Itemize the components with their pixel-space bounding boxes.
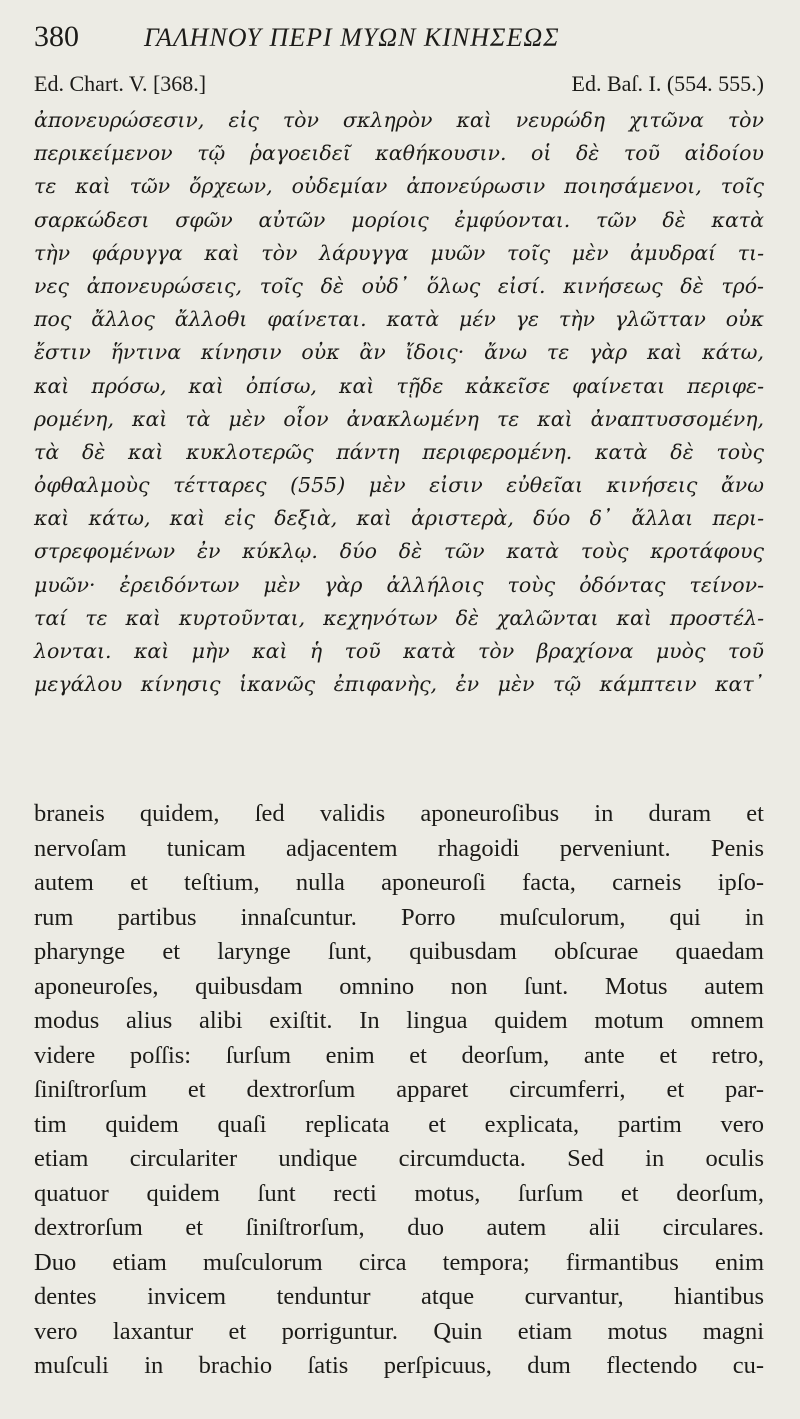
greek-text-line: σαρκώδεσι σφῶν αὐτῶν μορίοις ἐμφύονται. τῶν δὲ κατὰ (34, 207, 764, 232)
greek-text-line: μυῶν· ἐρειδόντων μὲν γὰρ ἀλλήλοις τοὺς ὀδόντας τείνον- (34, 572, 764, 597)
edition-references (34, 66, 764, 102)
greek-text-line: περικείμενον τῷ ῥαγοειδεῖ καθήκουσιν. οἱ δὲ τοῦ αἰδοίου (34, 141, 764, 166)
latin-text (34, 797, 764, 1384)
edition-right: Ed. Baſ. I. (554. 555.) (571, 71, 764, 96)
latin-text-line: etiam circulariter undique circumducta. Sed in oculis (34, 1145, 764, 1172)
greek-text-line: ὀφθαλμοὺς τέτταρες (555) μὲν εἰσιν εὐθεῖαι κινήσεις ἄνω (34, 473, 764, 498)
running-title: ΓΑΛΗΝΟΥ ΠΕΡΙ ΜΥΩΝ ΚΙΝΗΣΕΩΣ (144, 23, 560, 52)
latin-text-line: Duo etiam muſculorum circa tempora; firmantibus enim (34, 1248, 764, 1276)
greek-text-line: τὴν φάρυγγα καὶ τὸν λάρυγγα μυῶν τοῖς μὲν ἀμυδραί τι- (34, 240, 764, 265)
running-head (34, 20, 764, 66)
latin-text-line: tim quidem quaſi replicata et explicata, partim vero (34, 1110, 764, 1138)
greek-text-line: καὶ πρόσω, καὶ ὀπίσω, καὶ τῇδε κἀκεῖσε φαίνεται περιφε- (34, 373, 764, 398)
latin-text-line: pharynge et larynge ſunt, quibusdam obſcurae quaedam (34, 938, 764, 965)
greek-text-line: ἔστιν ἥντινα κίνησιν οὐκ ἂν ἴδοις· ἄνω τε γὰρ καὶ κάτω, (34, 340, 764, 365)
greek-text-line: στρεφομένων ἐν κύκλῳ. δύο δὲ τῶν κατὰ τοὺς κροτάφους (34, 539, 764, 564)
greek-text-line: καὶ κάτω, καὶ εἰς δεξιὰ, καὶ ἀριστερὰ, δύο δ᾽ ἄλλαι περι- (34, 506, 764, 531)
edition-left: Ed. Chart. V. [368.] (34, 71, 207, 96)
latin-text-line: aponeuroſes, quibusdam omnino non ſunt. Motus autem (34, 972, 764, 1000)
greek-text-line: μεγάλου κίνησις ἱκανῶς ἐπιφανὴς, ἐν μὲν τῷ κάμπτειν κατ᾽ (34, 672, 764, 697)
greek-text-line: ταί τε καὶ κυρτοῦνται, κεχηνότων δὲ χαλῶνται καὶ προστέλ- (34, 605, 764, 630)
latin-text-line: ſiniſtrorſum et dextrorſum apparet circumferri, et par- (34, 1076, 764, 1103)
greek-text-line: ρομένη, καὶ τὰ μὲν οἷον ἀνακλωμένη τε καὶ ἀναπτυσσομένη, (34, 406, 764, 431)
latin-text-line: rum partibus innaſcuntur. Porro muſculorum, qui in (34, 903, 764, 931)
latin-text-line: nervoſam tunicam adjacentem rhagoidi perveniunt. Penis (34, 834, 764, 862)
latin-text-line: braneis quidem, ſed validis aponeuroſibus in duram et (34, 800, 764, 827)
latin-text-line: autem et teſtium, nulla aponeuroſi facta, carneis ipſo- (34, 869, 764, 896)
latin-text-line: vero laxantur et porriguntur. Quin etiam motus magni (34, 1317, 764, 1345)
greek-text-line: ἀπονευρώσεσιν, εἰς τὸν σκληρὸν καὶ νευρώδη χιτῶνα τὸν (34, 108, 764, 132)
latin-text-line: modus alius alibi exiſtit. In lingua quidem motum omnem (34, 1007, 764, 1034)
latin-text-line: quatuor quidem ſunt recti motus, ſurſum et deorſum, (34, 1179, 764, 1207)
latin-text-line: muſculi in brachio ſatis perſpicuus, dum flectendo cu- (34, 1352, 764, 1379)
greek-text-line: πος ἄλλος ἄλλοθι φαίνεται. κατὰ μέν γε τὴν γλῶτταν οὐκ (34, 307, 764, 332)
greek-text-line: τε καὶ τῶν ὄρχεων, οὐδεμίαν ἀπονεύρωσιν ποιησάμενοι, τοῖς (34, 174, 764, 199)
greek-text (34, 104, 764, 701)
latin-text-line: videre poſſis: ſurſum enim et deorſum, ante et retro, (34, 1041, 764, 1069)
page-number: 380 (34, 20, 79, 53)
latin-text-line: dentes invicem tenduntur atque curvantur, hiantibus (34, 1283, 764, 1310)
greek-text-line: τὰ δὲ καὶ κυκλοτερῶς πάντη περιφερομένη. κατὰ δὲ τοὺς (34, 439, 764, 464)
greek-text-line: νες ἀπονευρώσεις, τοῖς δὲ οὐδ᾽ ὅλως εἰσί. κινήσεως δὲ τρό- (34, 273, 764, 298)
greek-text-line: λονται. καὶ μὴν καὶ ἡ τοῦ κατὰ τὸν βραχίονα μυὸς τοῦ (34, 639, 764, 663)
latin-text-line: dextrorſum et ſiniſtrorſum, duo autem alii circulares. (34, 1214, 764, 1241)
